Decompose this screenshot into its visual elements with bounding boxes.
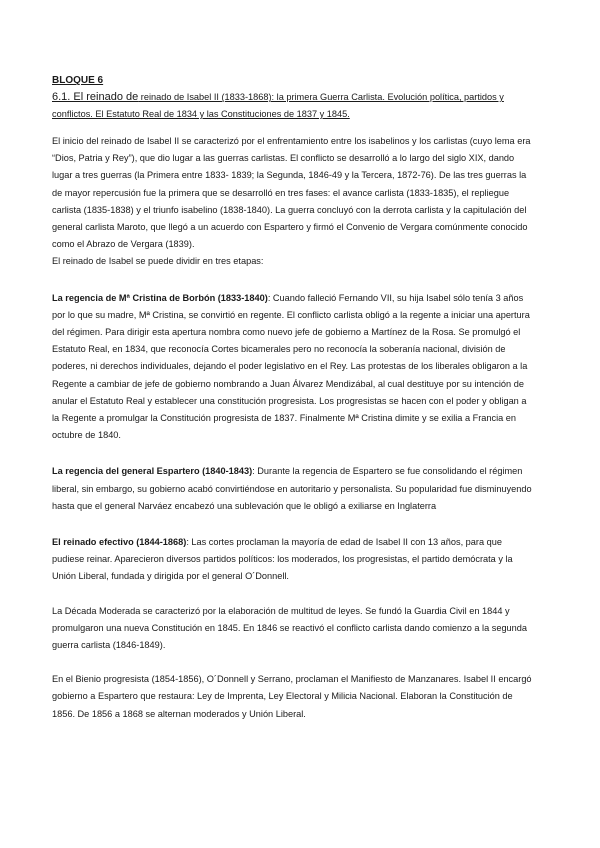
etapa-1-title: La regencia de Mª Cristina de Borbón (1833-1840): [52, 292, 268, 303]
block-title: BLOQUE 6: [52, 75, 104, 86]
section-heading-number: 6.1. El reinado de: [52, 91, 139, 103]
intro-stages-line: El reinado de Isabel se puede dividir en tres etapas:: [52, 256, 264, 267]
etapa-2-title: La regencia del general Espartero (1840-1843): [52, 466, 253, 477]
etapa-2-text: : Durante la regencia de Espartero se fue consolidando el régimen liberal, sin embargo, su gobierno acabó convirtiéndose en autoritario y personalista. Su popularidad fue disminuyendo hasta que el general Narváez encabezó una sublevación que le obligó a exiliarse en Inglaterra: [52, 466, 532, 511]
bienio-progresista-paragraph: En el Bienio progresista (1854-1856), O´Donnell y Serrano, proclaman el Manifiesto de Manzanares. Isabel II encargó gobierno a Espartero que restaura: Ley de Imprenta, Ley Electoral y Milicia Nacional. Elaboran la Constitución de 1856. De 1856 a 1868 se alternan moderados y Unión Liberal.: [52, 674, 532, 719]
decada-moderada-paragraph: La Década Moderada se caracterizó por la elaboración de multitud de leyes. Se fundó la Guardia Civil en 1844 y promulgaron una nueva Constitución en 1845. En 1846 se reactivó el conflicto carlista dando comienzo a la segunda guerra carlista (1846-1849).: [52, 605, 527, 651]
etapa-1-paragraph: [52, 290, 532, 445]
section-heading: [52, 89, 532, 123]
document-page: [52, 72, 532, 723]
intro-paragraph: El inicio del reinado de Isabel II se caracterizó por el enfrentamiento entre los isabelinos y los carlistas (cuyo lema era “Dios, Patria y Rey”), que dio lugar a las guerras carlistas. El conflicto se desarrolló a lo largo del siglo XIX, dando lugar a tres guerras (la Primera entre 1833- 1839; la Segunda, 1846-49 y la Tercera, 1872-76). De las tres guerras la de mayor repercusión fue la primera que se desarrolló en tres fases: el avance carlista (1833-1835), el repliegue carlista (1835-1838) y el triunfo isabelino (1838-1840). La guerra concluyó con la derrota carlista y la capitulación del general carlista Maroto, que llegó a un acuerdo con Espartero y firmó el Convenio de Vergara comúnmente conocido como el Abrazo de Vergara (1839).: [52, 136, 531, 250]
etapa-3-text: : Las cortes proclaman la mayoría de edad de Isabel II con 13 años, para que pudiese reinar. Aparecieron diversos partidos políticos: los moderados, los progresistas, el partido demócrata y la Unión Liberal, fundada y dirigida por el general O´Donnell.: [52, 537, 513, 582]
etapa-3-title: El reinado efectivo (1844-1868): [52, 537, 187, 548]
section-heading-text: reinado de Isabel II (1833-1868): la primera Guerra Carlista. Evolución política, partidos y conflictos. El Estatuto Real de 1834 y las Constituciones de 1837 y 1845.: [52, 92, 504, 119]
etapa-2-paragraph: [52, 463, 532, 515]
etapa-1-text: : Cuando falleció Fernando VII, su hija Isabel sólo tenía 3 años por lo que su madre, Mª Cristina, se convirtió en regente. El conflicto carlista obligó a la regente a iniciar una apertura del régimen. Para dirigir esta apertura nombra como nuevo jefe de gobierno a Martínez de la Rosa. Se promulgó el Estatuto Real, en 1834, que reconocía Cortes bicamerales pero no reconocía la soberanía nacional, división de poderes, ni derechos individuales, dejando el poder legislativo en el Rey. Las protestas de los liberales obligaron a la Regente a cambiar de jefe de gobierno nombrando a Juan Álvarez Mendizábal, al cual destituye por su intención de anular el Estatuto Real y establecer una constitución progresista. Los progresistas se hacen con el poder y obligan a la Regente a promulgar la Constitución progresista de 1837. Finalmente Mª Cristina dimite y se exilia a Francia en octubre de 1840.: [52, 292, 530, 441]
etapa-3-paragraph: [52, 534, 532, 586]
